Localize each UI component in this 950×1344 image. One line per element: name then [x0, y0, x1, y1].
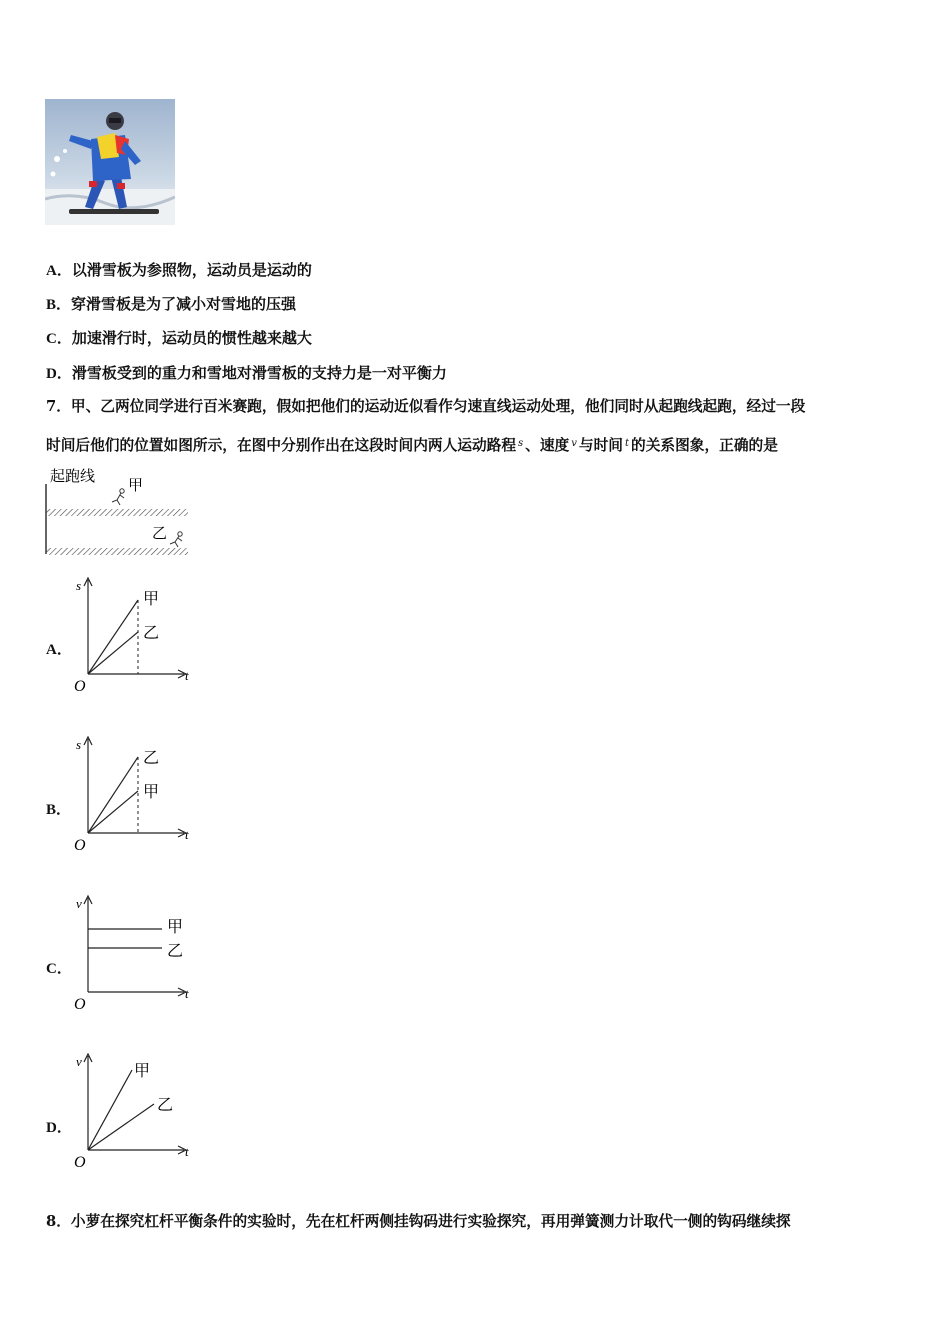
option-text: 加速滑行时，运动员的惯性越来越大 [71, 329, 312, 347]
upper-line-label: 甲 [167, 917, 184, 936]
option-label: D． [46, 366, 72, 382]
race-track-diagram [40, 462, 200, 562]
y-axis-label: v [76, 896, 82, 911]
var-v: v [571, 438, 577, 449]
option-label: C． [46, 331, 72, 347]
option-label: A． [46, 263, 72, 279]
option-text: 以滑雪板为参照物，运动员是运动的 [71, 261, 312, 279]
lower-line-label: 乙 [143, 623, 160, 642]
stem-text: 时间后他们的位置如图所示，在图中分别作出在这段时间内两人运动路程 [46, 437, 517, 454]
q7-option-b-graph [68, 733, 198, 855]
line-upper [88, 757, 138, 833]
origin-label: O [74, 1154, 86, 1171]
q7-option-a-label: A． [46, 642, 72, 658]
q6-option-d [46, 363, 447, 384]
q6-option-a [46, 260, 312, 281]
stem-text: 的关系图象，正确的是 [631, 437, 778, 454]
q7-stem-line2 [46, 434, 778, 456]
stem-text: 与时间 [578, 437, 623, 454]
y-axis-label: v [76, 1054, 82, 1069]
option-text: 穿滑雪板是为了减小对雪地的压强 [71, 295, 297, 313]
line-lower [88, 1104, 154, 1150]
line-lower [88, 791, 138, 833]
q7-option-c-graph [68, 892, 198, 1014]
x-axis-label: t [185, 986, 189, 1001]
y-axis-label: s [76, 578, 82, 593]
q7-stem-line1: 7．甲、乙两位同学进行百米赛跑，假如把他们的运动近似看作匀速直线运动处理，他们同时从起跑线起跑，经过一段 [46, 398, 806, 415]
var-s: s [518, 438, 524, 449]
option-label: B． [46, 297, 72, 313]
upper-line-label: 乙 [143, 748, 160, 767]
q6-option-c [46, 328, 312, 349]
upper-line-label: 甲 [143, 589, 160, 608]
lower-line-label: 乙 [167, 941, 184, 960]
lower-line-label: 甲 [143, 782, 160, 801]
option-text: 滑雪板受到的重力和雪地对滑雪板的支持力是一对平衡力 [71, 364, 447, 382]
q8-stem-line1: 8．小萝在探究杠杆平衡条件的实验时，先在杠杆两侧挂钩码进行实验探究，再用弹簧测力计取代一侧的钩码继续探 [46, 1213, 791, 1230]
lower-line-label: 乙 [157, 1095, 174, 1114]
x-axis-label: t [185, 827, 189, 842]
y-axis-label: s [76, 737, 82, 752]
origin-label: O [74, 996, 86, 1013]
q7-option-b-label: B． [46, 802, 72, 818]
line-upper [88, 600, 138, 674]
q7-option-d-label: D． [46, 1120, 72, 1136]
origin-label: O [74, 837, 86, 854]
var-t: t [624, 438, 629, 449]
line-upper [88, 1070, 132, 1150]
q7-option-c-label: C． [46, 961, 72, 977]
q6-option-b [46, 294, 296, 315]
runner-yi-label: 乙 [152, 524, 168, 542]
runner-yi-icon [170, 532, 182, 547]
origin-label: O [74, 678, 86, 695]
q7-option-d-graph [68, 1050, 198, 1172]
runner-jia-icon [112, 489, 124, 505]
x-axis-label: t [185, 1144, 189, 1159]
upper-line-label: 甲 [134, 1061, 151, 1080]
line-lower [88, 632, 138, 674]
snowboarder-photo [45, 99, 175, 225]
q7-option-a-graph [68, 574, 198, 696]
lane-divider [46, 509, 188, 516]
start-line-label: 起跑线 [50, 467, 96, 485]
lane-bottom [46, 548, 188, 555]
runner-jia-label: 甲 [128, 476, 144, 494]
stem-text: 、速度 [525, 437, 570, 454]
x-axis-label: t [185, 668, 189, 683]
